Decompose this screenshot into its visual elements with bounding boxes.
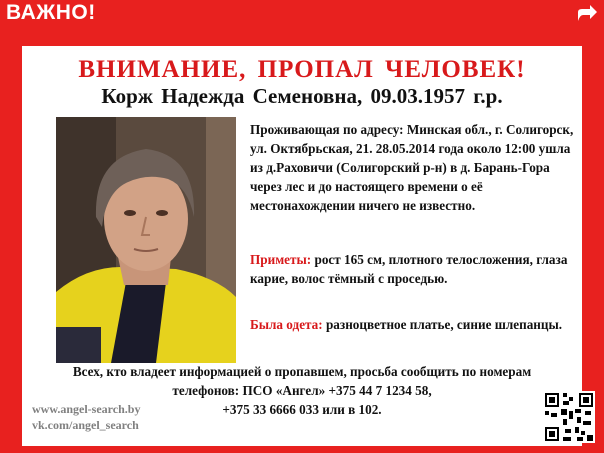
address-paragraph: Проживающая по адресу: Минская обл., г. Солигорск, ул. Октябрьская, 21. 28.05.2014 года около 12:00 ушла из д.Раховичи (Солигорский р-н) в д. Барань-Гора через лес и до настоящего времени о её местонахождении ничего не известно.	[250, 122, 574, 213]
clothes-text: разноцветное платье, синие шлепанцы.	[322, 317, 563, 332]
contact-line-1: Всех, кто владеет информацией о пропавшем, просьба сообщить по номерам	[72, 364, 532, 379]
person-photo-image	[56, 117, 236, 363]
missing-person-card	[22, 46, 582, 446]
site-links	[32, 401, 140, 433]
clothes-paragraph	[250, 315, 580, 334]
vk-link[interactable]: vk.com/angel_search	[32, 418, 139, 432]
clothes-label: Была одета:	[250, 317, 323, 332]
header-bar	[0, 0, 604, 26]
contact-line-3: +375 33 6666 033 или в 102.	[222, 402, 382, 417]
person-photo	[56, 117, 236, 363]
share-icon[interactable]	[576, 3, 598, 23]
important-label: ВАЖНО!	[6, 1, 96, 24]
contact-line-2: телефонов: ПСО «Ангел» +375 44 7 1234 58,	[172, 383, 432, 398]
signs-text: рост 165 см, плотного телосложения, глаза карие, волос тёмный с проседью.	[250, 252, 568, 286]
page-title: ВНИМАНИЕ, ПРОПАЛ ЧЕЛОВЕК!	[78, 56, 526, 83]
website-link[interactable]: www.angel-search.by	[32, 402, 141, 416]
signs-label: Приметы:	[250, 252, 312, 267]
signs-paragraph	[250, 250, 580, 288]
person-name-birthdate: Корж Надежда Семеновна, 09.03.1957 г.р.	[101, 84, 503, 108]
qr-code-icon[interactable]	[543, 391, 595, 443]
